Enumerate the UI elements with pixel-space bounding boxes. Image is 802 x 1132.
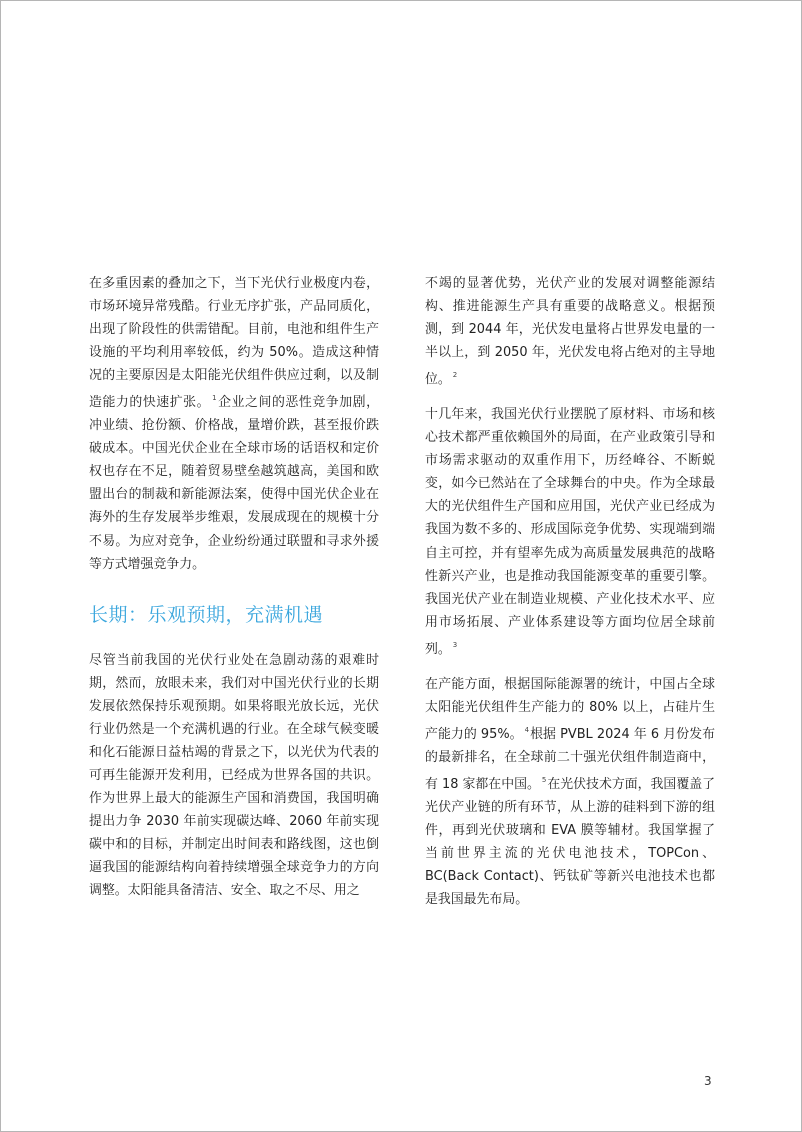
right-paragraph-1 xyxy=(425,272,715,391)
footnote-marker-1[interactable]: 1 xyxy=(212,394,217,403)
section-heading: 长期：乐观预期，充满机遇 xyxy=(89,603,324,626)
right-paragraph-3 xyxy=(425,673,715,911)
right-paragraph-2 xyxy=(425,403,715,661)
footnote-marker-5[interactable]: 5 xyxy=(541,775,547,784)
left-paragraph-2 xyxy=(89,649,379,903)
page-number: 3 xyxy=(704,1074,712,1088)
left-column xyxy=(89,272,379,902)
left-paragraph-2-text: 尽管当前我国的光伏行业处在急剧动荡的艰难时期，然而，放眼未来，我们对中国光伏行业的长期发展依然保持乐观预期。如果将眼光放长远，光伏行业仍然是一个充满机遇的行业。在全球气候变暖和化石能源日益枯竭的背景之下，以光伏为代表的可再生能源开发利用，已经成为世界各国的共识。作为世界上最大的能源生产国和消费国，我国明确提出力争 2030 年前实现碳达峰、2060 年前实现碳中和的目标，并制定出时间表和路线图，这也倒逼我国的能源结构向着持续增强全球竞争力的方向调整。太阳能具备清洁、安全、取之不尽、用之 xyxy=(89,652,379,899)
right-paragraph-2-text: 十几年来，我国光伏行业摆脱了原材料、市场和核心技术都严重依赖国外的局面，在产业政策引导和市场需求驱动的双重作用下，历经峰谷、不断蜕变，如今已然站在了全球舞台的中央。作为全球最大的光伏组件生产国和应用国，光伏产业已经成为我国为数不多的、形成国际竞争优势、实现端到端自主可控，并有望率先成为高质量发展典范的战略性新兴产业，也是推动我国能源变革的重要引擎。我国光伏产业在制造业规模、产业化技术水平、应用市场拓展、产业体系建设等方面均位居全球前列。 xyxy=(425,407,715,657)
right-paragraph-3-text: 在产能方面，根据国际能源署的统计，中国占全球太阳能光伏组件生产能力的 80% 以上，占硅片生产能力的 95%。 xyxy=(425,676,715,742)
left-paragraph-1-text-after: 企业之间的恶性竞争加剧，冲业绩、抢份额、价格战，量增价跌，甚至报价跌破成本。中国光伏企业在全球市场的话语权和定价权也存在不足，随着贸易壁垒越筑越高，美国和欧盟出台的制裁和新能源法案，使得中国光伏企业在海外的生存发展举步维艰，发展成现在的规模十分不易。为应对竞争，企业纷纷通过联盟和寻求外援等方式增强竞争力。 xyxy=(89,395,380,572)
right-paragraph-3-text-after: 在光伏技术方面，我国覆盖了光伏产业链的所有环节，从上游的硅料到下游的组件，再到光伏玻璃和 EVA 膜等辅材。我国掌握了当前世界主流的光伏电池技术，TOPCon、BC(Back Contact)、钙钛矿等新兴电池技术也都是我国最先布局。 xyxy=(425,776,716,908)
right-column xyxy=(425,272,715,911)
footnote-marker-2[interactable]: 2 xyxy=(452,371,458,380)
footnote-marker-4[interactable]: 4 xyxy=(524,725,530,734)
right-paragraph-3-text-mid: 根据 PVBL 2024 年 6 月份发布的最新排名，在全球前二十强光伏组件制造商中，有 18 家都在中国。 xyxy=(425,726,715,792)
right-paragraph-1-text: 不竭的显著优势，光伏产业的发展对调整能源结构、推进能源生产具有重要的战略意义。根据预测，到 2044 年，光伏发电量将占世界发电量的一半以上，到 2050 年，光伏发电将占绝对的主导地位。 xyxy=(425,276,715,388)
left-paragraph-1-text: 在多重因素的叠加之下，当下光伏行业极度内卷，市场环境异常残酷。行业无序扩张，产品同质化，出现了阶段性的供需错配。目前，电池和组件生产设施的平均利用率较低，约为 50%。造成这种情况的主要原因是太阳能光伏组件供应过剩，以及制造能力的快速扩张。 xyxy=(89,276,379,411)
footnote-marker-3[interactable]: 3 xyxy=(452,640,458,649)
left-paragraph-1 xyxy=(89,272,379,576)
